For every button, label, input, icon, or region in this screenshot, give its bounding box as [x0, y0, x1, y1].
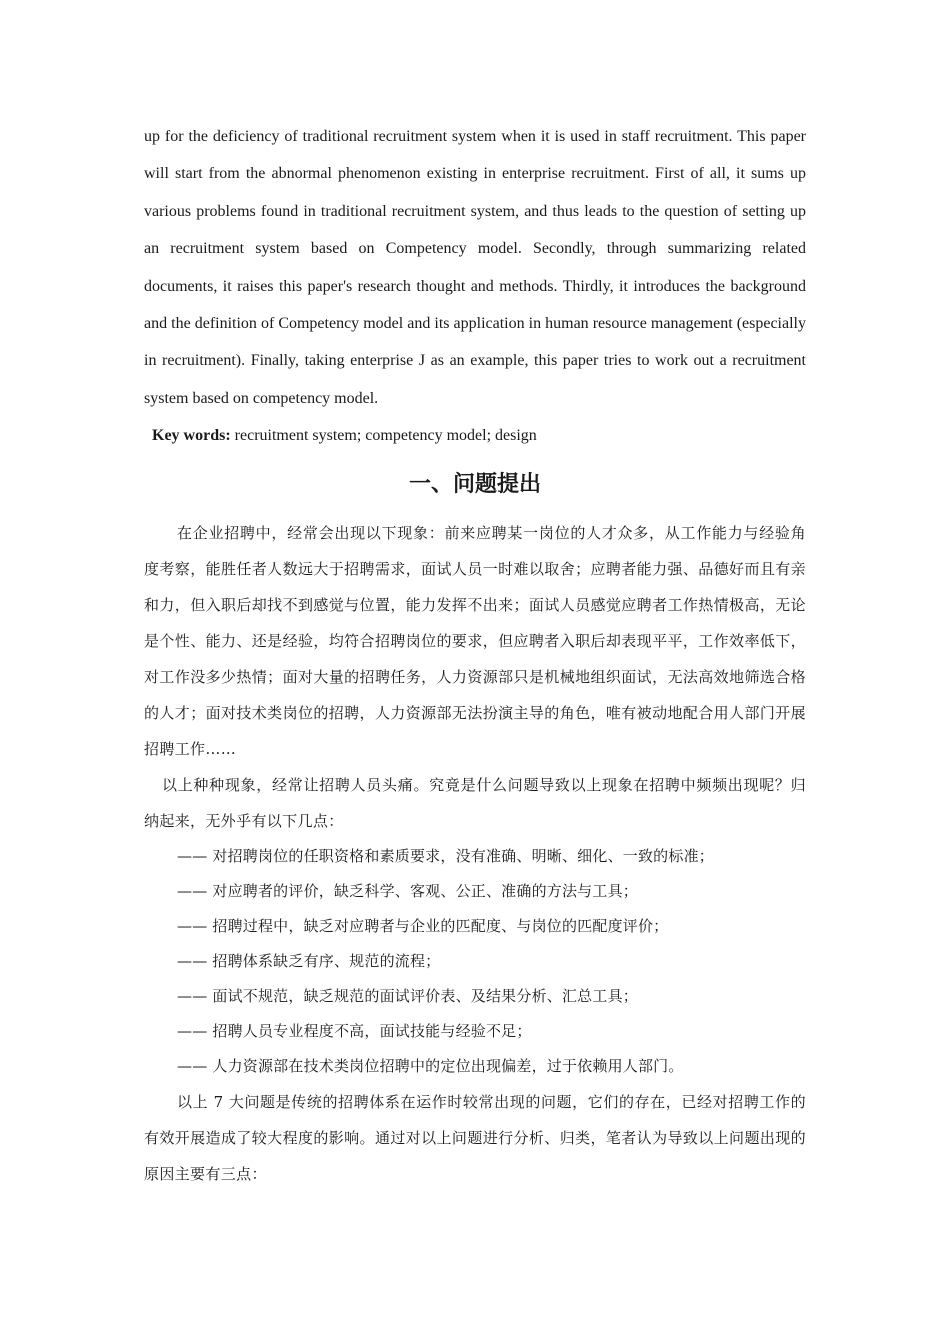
body-paragraph-3: 以上 7 大问题是传统的招聘体系在运作时较常出现的问题，它们的存在，已经对招聘工作的有效开展造成了较大程度的影响。通过对以上问题进行分析、归类，笔者认为导致以上问题出现的原因主要有三点： — [144, 1092, 806, 1183]
body-paragraph-1: 在企业招聘中，经常会出现以下现象：前来应聘某一岗位的人才众多，从工作能力与经验角度考察，能胜任者人数远大于招聘需求，面试人员一时难以取舍；应聘者能力强、品德好而且有亲和力，但入职后却找不到感觉与位置，能力发挥不出来；面试人员感觉应聘者工作热情极高，无论是个性、能力、还是经验，均符合招聘岗位的要求，但应聘者入职后却表现平平，工作效率低下，对工作没多少热情；面对大量的招聘任务，人力资源部只是机械地组织面试，无法高效地筛选合格的人才；面对技术类岗位的招聘，人力资源部无法扮演主导的角色，唯有被动地配合用人部门开展招聘工作…… — [144, 523, 806, 758]
list-item: —— 对招聘岗位的任职资格和素质要求，没有准确、明晰、细化、一致的标准； — [177, 846, 714, 865]
section-title: 一、问题提出 — [408, 471, 541, 497]
body-paragraph-2: 以上种种现象，经常让招聘人员头痛。究竟是什么问题导致以上现象在招聘中频频出现呢？归纳起来，无外乎有以下几点： — [144, 775, 806, 830]
list-item: —— 人力资源部在技术类岗位招聘中的定位出现偏差，过于依赖用人部门。 — [177, 1056, 684, 1075]
list-item: —— 招聘过程中，缺乏对应聘者与企业的匹配度、与岗位的匹配度评价； — [177, 916, 669, 935]
keywords-label: Key words: — [152, 427, 231, 445]
list-item: —— 面试不规范，缺乏规范的面试评价表、及结果分析、汇总工具； — [177, 986, 638, 1005]
abstract-paragraph: up for the deficiency of traditional recruitment system when it is used in staff recruitment. This paper will start from the abnormal phenomenon existing in enterprise recruitment. First of all, it sums up various problems found in traditional recruitment system, and thus leads to the question of setting up an recruitment system based on Competency model. Secondly, through summarizing related documents, it raises this paper's research thought and methods. Thirdly, it introduces the background and the definition of Competency model and its application in human resource management (especially in recruitment). Finally, taking enterprise J as an example, this paper tries to work out a recruitment system based on competency model. — [144, 128, 806, 407]
problem-list — [144, 839, 806, 1084]
list-item: —— 对应聘者的评价，缺乏科学、客观、公正、准确的方法与工具； — [177, 881, 638, 900]
keywords-text: recruitment system; competency model; design — [230, 427, 537, 445]
document-page — [144, 118, 806, 1192]
list-item: —— 招聘体系缺乏有序、规范的流程； — [177, 951, 441, 970]
list-item: —— 招聘人员专业程度不高，面试技能与经验不足； — [177, 1021, 532, 1040]
keywords-line — [144, 417, 806, 454]
